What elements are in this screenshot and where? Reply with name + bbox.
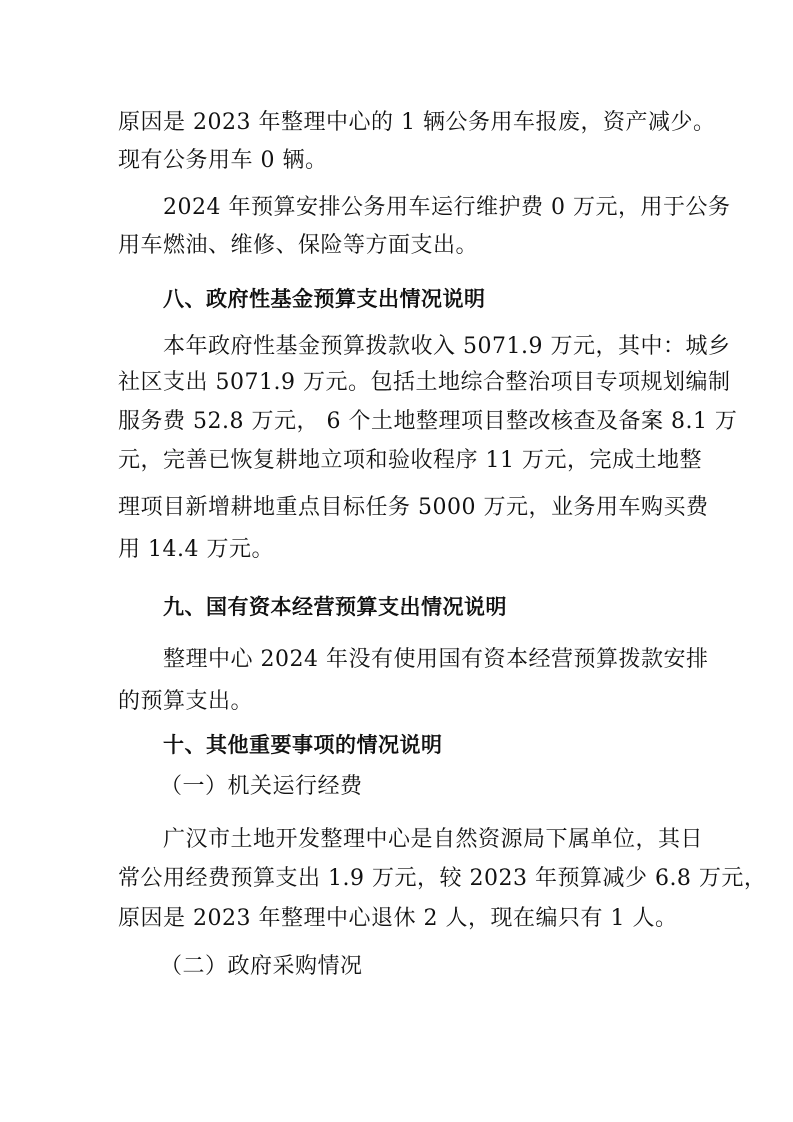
paragraph-line: 广汉市土地开发整理中心是自然资源局下属单位，其日: [163, 827, 704, 852]
paragraph-line: 理项目新增耕地重点目标任务 5000 万元，业务用车购买费: [118, 495, 709, 520]
paragraph-line: 本年政府性基金预算拨款收入 5071.9 万元，其中：城乡: [163, 334, 731, 359]
paragraph-line: 原因是 2023 年整理中心退休 2 人，现在编只有 1 人。: [118, 906, 678, 931]
paragraph-line: 社区支出 5071.9 万元。包括土地综合整治项目专项规划编制: [118, 370, 731, 395]
subsection-heading-1: （一）机关运行经费: [160, 774, 363, 799]
paragraph-line: 的预算支出。: [118, 689, 254, 714]
paragraph-line: 服务费 52.8 万元， 6 个土地整理项目整改核查及备案 8.1 万: [118, 409, 738, 434]
section-heading-8: 八、政府性基金预算支出情况说明: [163, 287, 486, 311]
paragraph-line: 元，完善已恢复耕地立项和验收程序 11 万元，完成土地整: [118, 448, 702, 473]
paragraph-line: 整理中心 2024 年没有使用国有资本经营预算拨款安排: [163, 647, 709, 672]
paragraph-line: 用 14.4 万元。: [118, 537, 274, 562]
paragraph-line: 用车燃油、维修、保险等方面支出。: [118, 233, 479, 258]
paragraph-line: 现有公务用车 0 辆。: [118, 148, 328, 173]
section-heading-9: 九、国有资本经营预算支出情况说明: [163, 595, 507, 619]
subsection-heading-2: （二）政府采购情况: [160, 954, 363, 979]
paragraph-line: 2024 年预算安排公务用车运行维护费 0 万元，用于公务: [163, 195, 731, 220]
paragraph-line: 常公用经费预算支出 1.9 万元，较 2023 年预算减少 6.8 万元，: [118, 866, 767, 891]
section-heading-10: 十、其他重要事项的情况说明: [163, 733, 443, 757]
paragraph-line: 原因是 2023 年整理中心的 1 辆公务用车报废，资产减少。: [118, 110, 716, 135]
